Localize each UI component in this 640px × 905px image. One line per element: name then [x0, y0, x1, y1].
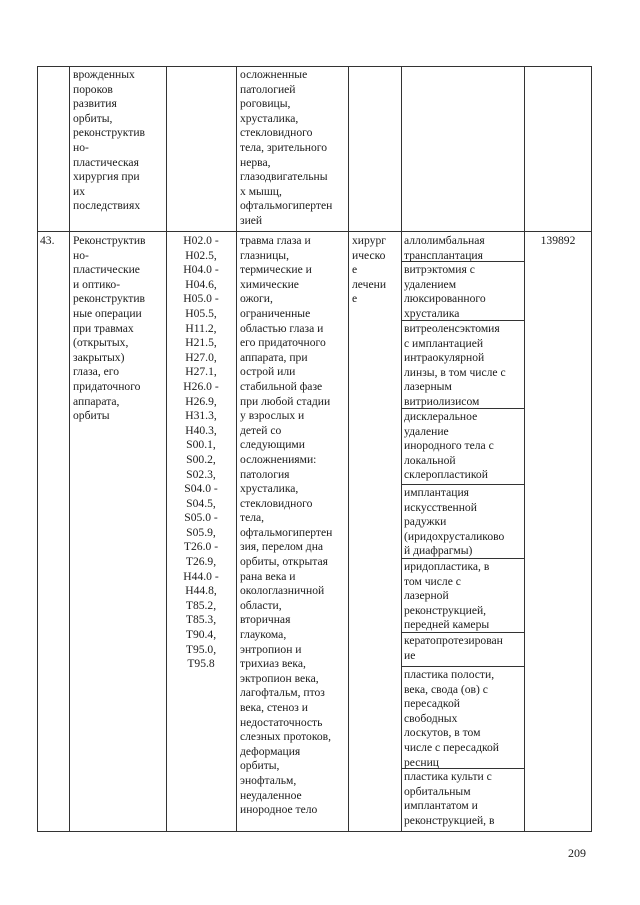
row-model: травма глаза и глазницы, термические и химические ожоги, ограниченные областью глаза и его придаточного аппарата, при острой или стабильной фазе при любой стадии у взрослых и детей со следующими осложнениями: патология хрусталика, стекловидного тела, офтальмогипертен зия, перелом дна орбиты, открытая рана века и окологлазничной области, вторичная глаукома, энтропион и трихиаз века, эктропион века, лагофтальм, птоз века, стеноз и недостаточность слезных протоков, деформация орбиты, энофтальм, неудаленное инородное тело [240, 234, 333, 817]
table-border-bottom [37, 831, 592, 832]
row-name: Реконструктив но- пластические и оптико- реконструктив ные операции при травмах (открытых, закрытых) глаза, его придаточного аппарата, орбиты [73, 234, 146, 423]
row-number: 43. [40, 234, 55, 247]
method-cell: пластика полости, века, свода (ов) с пересадкой свободных лоскутов, в том числе с пересадкой ресниц [404, 668, 500, 769]
page-number: 209 [568, 846, 586, 860]
method-divider [401, 666, 524, 667]
row-treatment: хирург ическо е лечени е [352, 234, 387, 306]
column-divider-1 [69, 66, 70, 832]
table-border-right [591, 66, 592, 832]
method-cell: витреоленсэктомия с имплантацией интраокулярной линзы, в том числе с лазерным витриолизисом [404, 322, 506, 408]
cont-row-model: осложненные патологией роговицы, хрусталика, стекловидного тела, зрительного нерва, глазодвигательны х мышц, офтальмогипертен зией [240, 68, 333, 227]
method-divider [401, 484, 524, 485]
column-divider-4 [348, 66, 349, 832]
row-codes: H02.0 - H02.5, H04.0 - H04.6, H05.0 - H05.5, H11.2, H21.5, H27.0, H27.1, H26.0 - H26.9, H31.3, H40.3, S00.1, S00.2, S02.3, S04.0 - S04.5, S05.0 - S05.9, T26.0 - T26.9, H44.0 - H44.8, T85.2, T85.3, T90.4, T95.0, T95.8 [183, 234, 219, 671]
method-cell: иридопластика, в том числе с лазерной реконструкцией, передней камеры [404, 560, 490, 632]
table-border-top [37, 66, 592, 67]
column-divider-5 [401, 66, 402, 832]
method-cell: дисклеральное удаление инородного тела с локальной склеропластикой [404, 410, 494, 482]
table-border-left [37, 66, 38, 832]
cont-row-name: врожденных пороков развития орбиты, реконструктив но- пластическая хирургия при их последствиях [73, 68, 146, 213]
column-divider-3 [236, 66, 237, 832]
row-divider [37, 231, 592, 232]
column-divider-6 [524, 66, 525, 832]
method-cell: кератопротезирован ие [404, 634, 503, 662]
method-cell: имплантация искусственной радужки (иридохрусталиково й диафрагмы) [404, 486, 505, 558]
method-cell: пластика культи с орбитальным имплантатом и реконструкцией, в [404, 770, 495, 827]
method-cell: аллолимбальная трансплантация [404, 234, 485, 262]
column-divider-2 [166, 66, 167, 832]
method-cell: витрэктомия с удалением люксированного хрусталика [404, 263, 486, 320]
row-cost: 139892 [540, 234, 576, 247]
